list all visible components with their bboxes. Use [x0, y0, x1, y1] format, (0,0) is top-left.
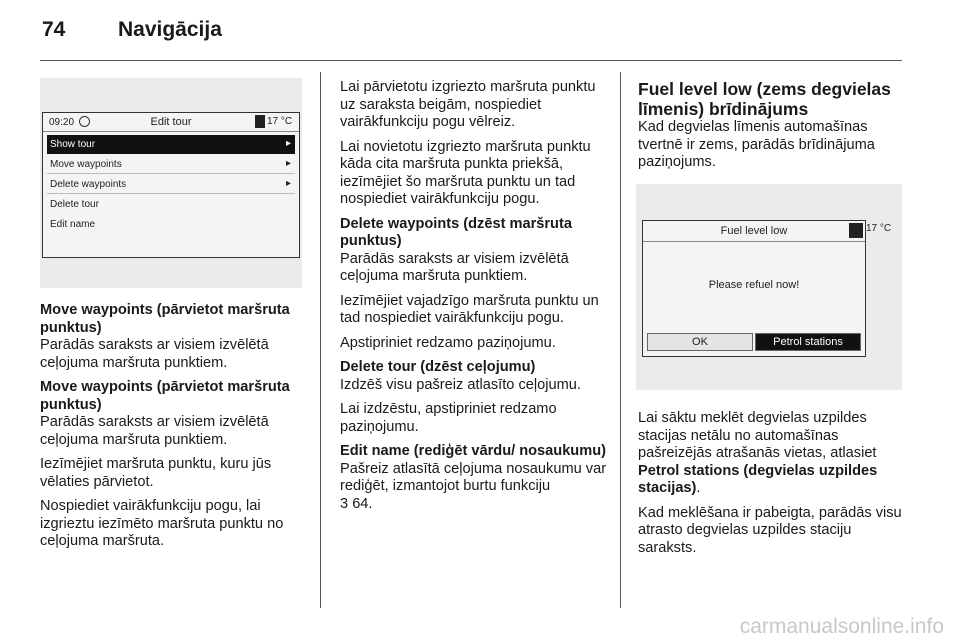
- bold-term: Petrol stations (degvielas uzpildes stacijas): [638, 462, 878, 496]
- ok-button[interactable]: OK: [647, 333, 753, 351]
- section-heading: Fuel level low (zems degvielas līmenis) brīdinājums: [638, 79, 891, 119]
- paragraph: Izdzēš visu pašreiz atlasīto ceļojumu.: [340, 376, 581, 393]
- paragraph: Lai novietotu izgriezto maršruta punktu kāda cita maršruta punkta priekšā, iezīmējiet šo maršruta punktu un tad nospiediet vairākfunkciju pogu.: [340, 138, 591, 207]
- paragraph-text: .: [696, 480, 701, 496]
- column-2: [340, 79, 610, 520]
- paragraph: Kad meklēšana ir pabeigta, parādās visu atrasto degvielas uzpildes staciju saraksts.: [638, 504, 902, 556]
- paragraph: Lai izdzēstu, apstipriniet redzamo paziņojumu.: [340, 401, 557, 435]
- column-divider: [620, 72, 621, 608]
- dialog-title: Fuel level low: [720, 225, 788, 237]
- paragraph-text: Pašreiz atlasītā ceļojuma nosaukumu var rediģēt, izmantojot burtu funkciju: [340, 460, 607, 494]
- column-divider: [320, 72, 321, 608]
- paragraph: Lai pārvietotu izgriezto maršruta punktu uz saraksta beigām, nospiediet vairākfunkciju pogu vēlreiz.: [340, 79, 596, 130]
- menu-item-label: Edit name: [50, 219, 96, 230]
- temperature: 17 °C: [866, 223, 892, 234]
- dialog-message: Please refuel now!: [708, 279, 800, 291]
- page-number: 74: [42, 18, 66, 41]
- menu-item-label: Delete waypoints: [50, 179, 127, 190]
- menu-item-label: Show tour: [50, 139, 96, 150]
- menu-item-delete-waypoints[interactable]: [47, 175, 295, 194]
- watermark: carmanualsonline.info: [739, 615, 944, 638]
- section-heading: Edit name (rediģēt vārdu/ nosaukumu): [340, 443, 606, 459]
- menu-item-show-tour[interactable]: [47, 135, 295, 154]
- edit-tour-screenshot: [40, 78, 302, 288]
- menu-item-delete-tour[interactable]: [47, 195, 295, 213]
- paragraph: [340, 461, 610, 514]
- paragraph: Iezīmējiet maršruta punktu, kuru jūs vēlaties pārvietot.: [40, 456, 272, 490]
- temperature: 17 °C: [267, 116, 293, 127]
- section-heading: Delete waypoints (dzēst maršruta punktus): [340, 215, 572, 249]
- page-reference-icon: 3: [340, 495, 349, 512]
- paragraph: [638, 410, 910, 498]
- edit-tour-display: [42, 112, 300, 258]
- fuel-level-screenshot: [636, 184, 902, 390]
- column-3-lower: [638, 410, 910, 564]
- title-bar: [643, 221, 865, 242]
- paragraph-text: Lai sāktu meklēt degvielas uzpildes stacijas netālu no automašīnas pašreizējās atrašanās vietas, atlasiet: [638, 410, 877, 461]
- page-reference[interactable]: 64.: [352, 495, 373, 512]
- paragraph: Parādās saraksts ar visiem izvēlētā ceļojuma maršruta punktiem.: [340, 250, 569, 284]
- column-1: [40, 302, 312, 558]
- navigation-icon: [255, 115, 265, 128]
- fuel-level-display: [642, 220, 866, 357]
- petrol-stations-button[interactable]: Petrol stations: [755, 333, 861, 351]
- navigation-icon: [849, 223, 863, 238]
- clock-time: 09:20: [49, 117, 75, 128]
- header-rule: [40, 60, 902, 61]
- menu-item-move-waypoints[interactable]: [47, 155, 295, 174]
- section-heading: Move waypoints (pārvietot maršruta punktus): [40, 379, 290, 413]
- section-heading: Delete tour (dzēst ceļojumu): [340, 359, 536, 375]
- chevron-right-icon: ▸: [285, 178, 291, 189]
- paragraph: Apstipriniet redzamo paziņojumu.: [340, 334, 556, 351]
- status-bar: [43, 113, 299, 132]
- chevron-right-icon: ▸: [285, 138, 291, 149]
- paragraph: Parādās saraksts ar visiem izvēlētā ceļojuma maršruta punktiem.: [40, 337, 269, 371]
- menu-item-label: Delete tour: [50, 199, 99, 210]
- section-heading: Move waypoints (pārvietot maršruta punktus): [40, 302, 290, 336]
- paragraph: Parādās saraksts ar visiem izvēlētā ceļojuma maršruta punktiem.: [40, 414, 269, 448]
- paragraph: Kad degvielas līmenis automašīnas tvertnē ir zems, parādās brīdinājuma paziņojums.: [638, 119, 875, 170]
- page-title: Navigācija: [118, 18, 222, 41]
- menu-item-label: Move waypoints: [50, 159, 122, 170]
- paragraph: Iezīmējiet vajadzīgo maršruta punktu un tad nospiediet vairākfunkciju pogu.: [340, 292, 599, 326]
- paragraph: Nospiediet vairākfunkciju pogu, lai izgrieztu iezīmēto maršruta punktu no ceļojuma maršruta.: [40, 498, 284, 549]
- screen-title: Edit tour: [150, 116, 192, 128]
- menu-item-edit-name[interactable]: [47, 215, 295, 233]
- chevron-right-icon: ▸: [285, 158, 291, 169]
- column-3: [638, 79, 910, 179]
